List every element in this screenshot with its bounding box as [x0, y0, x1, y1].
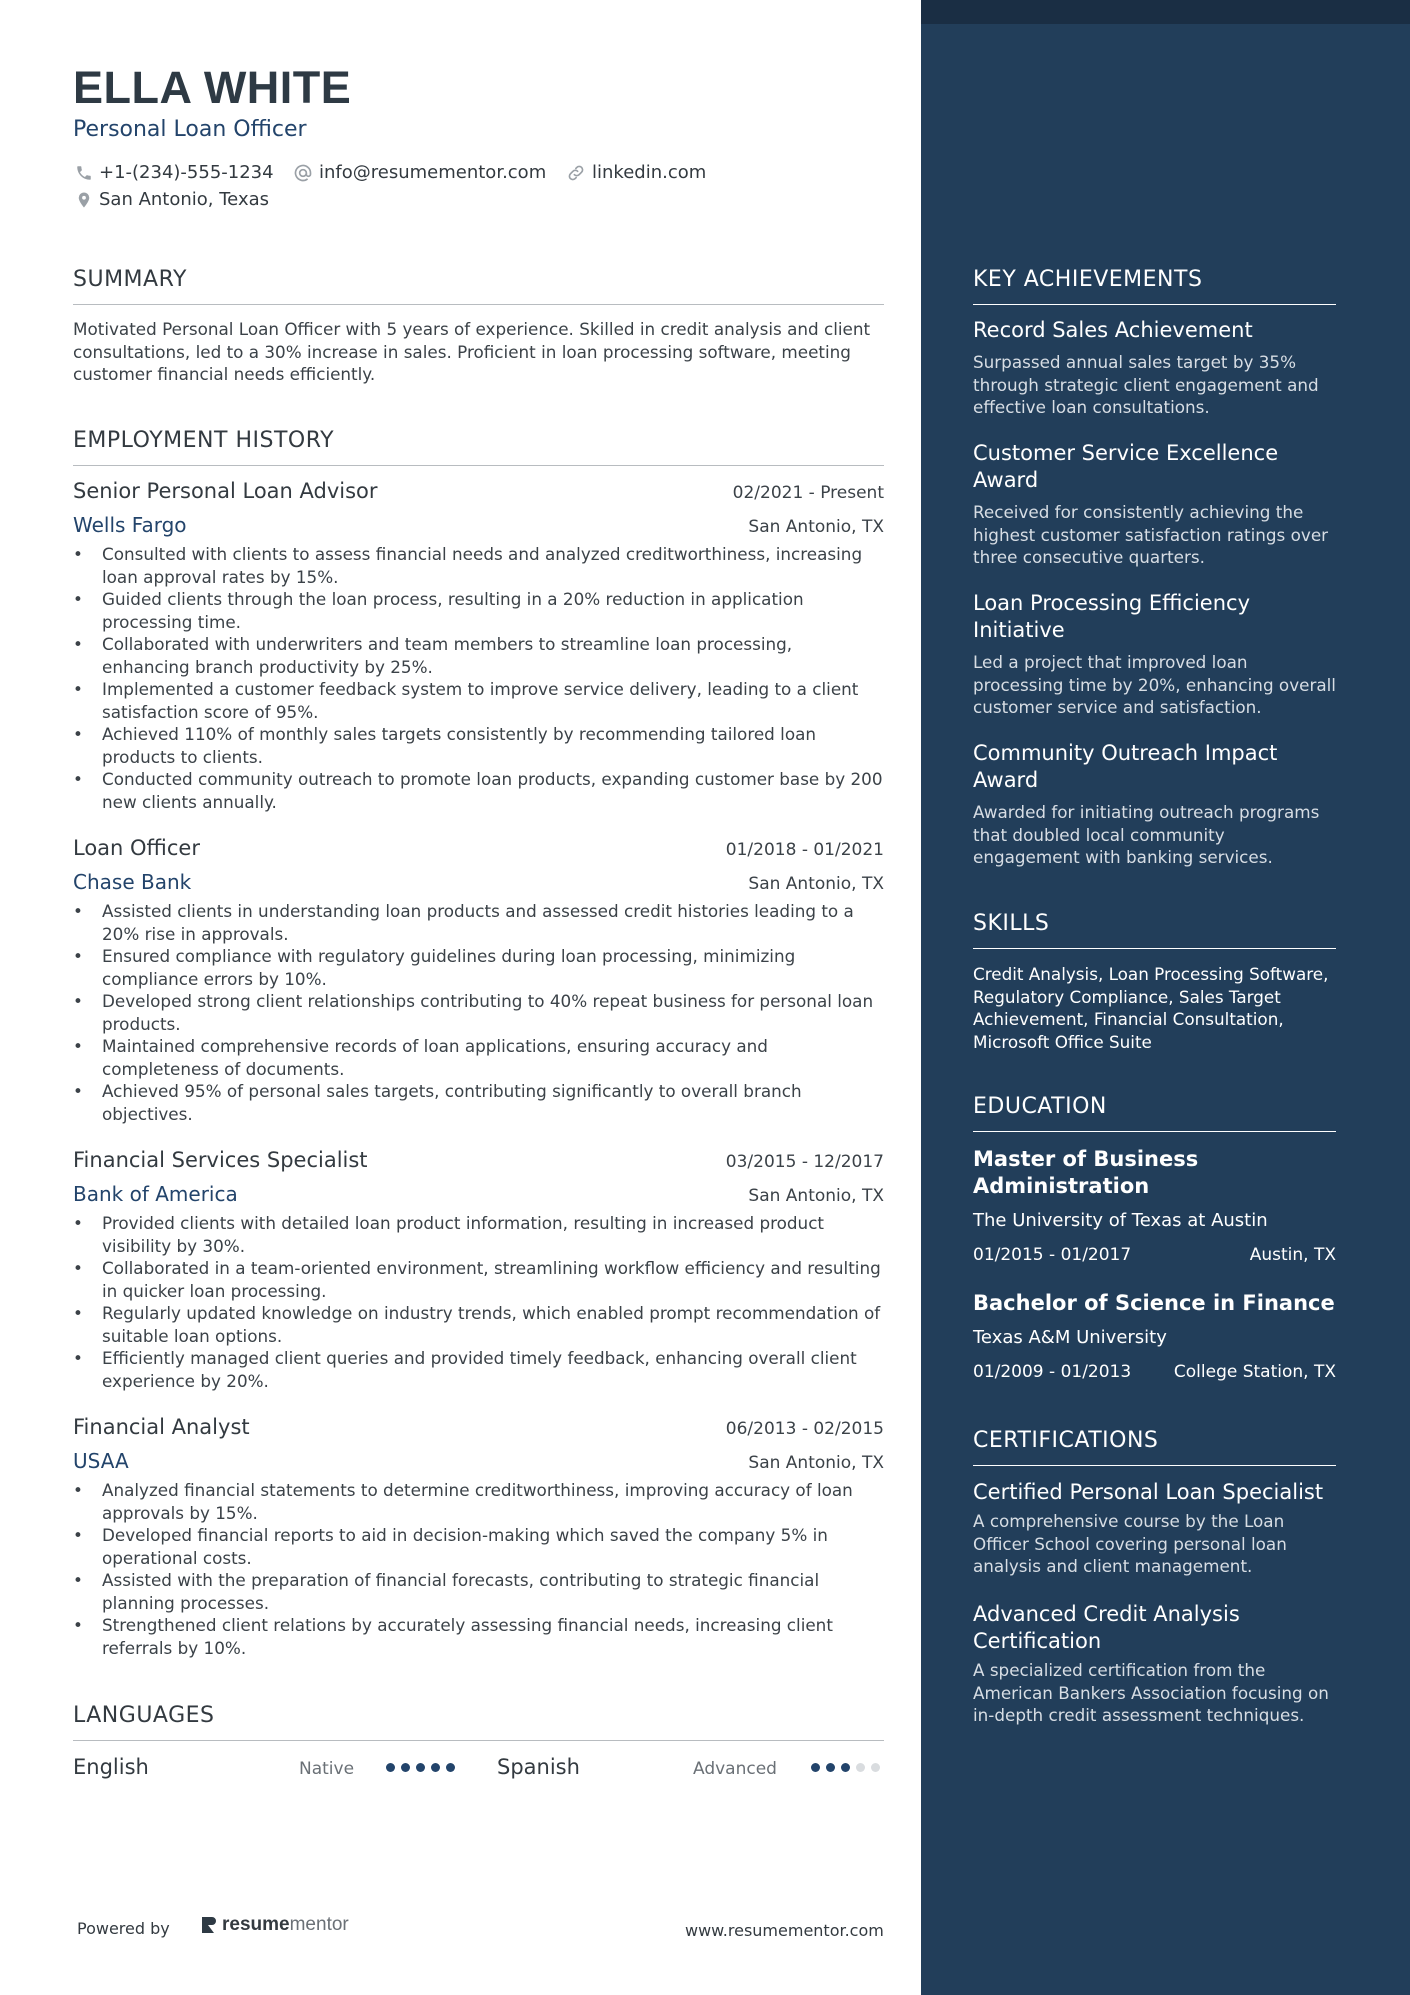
language-rating — [811, 1763, 880, 1772]
job-bullet: • Efficiently managed client queries and provided timely feedback, enhancing overall client experience by 20%. — [73, 1347, 884, 1392]
rating-dot-filled — [386, 1763, 395, 1772]
candidate-role: Personal Loan Officer — [73, 117, 307, 142]
job-bullet: • Ensured compliance with regulatory guidelines during loan processing, minimizing compliance errors by 10%. — [73, 945, 884, 990]
job-location: San Antonio, TX — [748, 1186, 884, 1206]
link-icon — [566, 163, 586, 183]
achievement-item — [973, 590, 1336, 719]
rating-dot-empty — [856, 1763, 865, 1772]
certification-desc: A comprehensive course by the Loan Officer School covering personal loan analysis and client management. — [973, 1511, 1287, 1576]
job-bullet: • Collaborated in a team-oriented environment, streamlining workflow efficiency and resulting in quicker loan processing. — [73, 1257, 884, 1302]
job-company: Bank of America — [73, 1182, 238, 1206]
languages-heading: LANGUAGES — [73, 1703, 884, 1741]
education-degree: Bachelor of Science in Finance — [973, 1291, 1335, 1315]
certification-title: Advanced Credit Analysis Certification — [973, 1602, 1240, 1653]
job-bullets — [73, 900, 884, 1125]
location-text: San Antonio, Texas — [99, 189, 269, 210]
summary-heading: SUMMARY — [73, 267, 884, 305]
education-heading: EDUCATION — [973, 1094, 1336, 1132]
skills-text: Credit Analysis, Loan Processing Software, Regulatory Compliance, Sales Target Achievement, Financial Consultation, Microsoft Office Suite — [973, 964, 1329, 1052]
phone-contact — [75, 162, 274, 183]
job-location: San Antonio, TX — [748, 874, 884, 894]
achievement-item — [973, 440, 1336, 569]
powered-by-label: Powered by — [77, 1919, 170, 1938]
language-name: English — [73, 1755, 149, 1779]
job-bullet: • Guided clients through the loan process, resulting in a 20% reduction in application processing time. — [73, 588, 884, 633]
phone-text: +1-(234)-555-1234 — [99, 162, 274, 183]
achievement-title: Record Sales Achievement — [973, 318, 1253, 342]
rating-dot-filled — [401, 1763, 410, 1772]
location-pin-icon — [75, 190, 93, 210]
email-text[interactable]: info@resumementor.com — [319, 162, 547, 183]
sidebar-top-band — [921, 0, 1410, 24]
achievement-desc: Awarded for initiating outreach programs that doubled local community engagement with banking services. — [973, 802, 1320, 867]
job-bullet: • Achieved 110% of monthly sales targets consistently by recommending tailored loan products to clients. — [73, 723, 884, 768]
skills-heading: SKILLS — [973, 911, 1336, 949]
education-dates: 01/2009 - 01/2013 — [973, 1362, 1132, 1382]
job-bullet: • Assisted clients in understanding loan products and assessed credit histories leading to a 20% rise in approvals. — [73, 900, 884, 945]
achievement-desc: Received for consistently achieving the highest customer satisfaction ratings over three consecutive quarters. — [973, 502, 1329, 567]
achievement-title: Customer Service Excellence Award — [973, 441, 1279, 492]
job-company: Wells Fargo — [73, 513, 187, 537]
linkedin-text[interactable]: linkedin.com — [592, 162, 707, 183]
education-school: The University of Texas at Austin — [973, 1210, 1268, 1231]
linkedin-contact[interactable] — [566, 162, 706, 183]
job-bullet: • Achieved 95% of personal sales targets, contributing significantly to overall branch objectives. — [73, 1080, 884, 1125]
job-bullets — [73, 1479, 884, 1659]
rating-dot-filled — [841, 1763, 850, 1772]
job-entry — [73, 1415, 884, 1659]
job-title: Financial Analyst — [73, 1415, 250, 1439]
achievement-item — [973, 317, 1336, 419]
certification-item — [973, 1479, 1336, 1578]
location-contact — [75, 189, 269, 210]
at-icon — [293, 163, 313, 183]
footer-url[interactable]: www.resumementor.com — [685, 1921, 884, 1940]
rating-dot-filled — [826, 1763, 835, 1772]
job-bullet: • Regularly updated knowledge on industry trends, which enabled prompt recommendation of suitable loan options. — [73, 1302, 884, 1347]
resumementor-logo-icon — [200, 1915, 218, 1935]
job-bullet: • Maintained comprehensive records of loan applications, ensuring accuracy and completeness of documents. — [73, 1035, 884, 1080]
job-dates: 02/2021 - Present — [732, 483, 884, 503]
certifications-heading: CERTIFICATIONS — [973, 1428, 1336, 1466]
candidate-name: ELLA WHITE — [73, 62, 352, 113]
employment-heading: EMPLOYMENT HISTORY — [73, 428, 884, 466]
education-dates: 01/2015 - 01/2017 — [973, 1245, 1132, 1265]
job-bullet: • Provided clients with detailed loan product information, resulting in increased product visibility by 30%. — [73, 1212, 884, 1257]
achievement-item — [973, 740, 1336, 869]
languages-row — [73, 1755, 884, 1785]
rating-dot-filled — [811, 1763, 820, 1772]
job-dates: 01/2018 - 01/2021 — [725, 840, 884, 860]
job-bullet: • Strengthened client relations by accurately assessing financial needs, increasing client referrals by 10%. — [73, 1614, 884, 1659]
job-location: San Antonio, TX — [748, 517, 884, 537]
rating-dot-filled — [446, 1763, 455, 1772]
job-entry — [73, 836, 884, 1125]
email-contact[interactable] — [293, 162, 546, 183]
certification-item — [973, 1601, 1336, 1727]
job-bullet: • Implemented a customer feedback system to improve service delivery, leading to a client satisfaction score of 95%. — [73, 678, 884, 723]
resumementor-logo[interactable] — [200, 1914, 349, 1936]
education-location: Austin, TX — [1249, 1245, 1336, 1265]
certification-title: Certified Personal Loan Specialist — [973, 1480, 1324, 1504]
logo-text-light: mentor — [289, 1914, 349, 1935]
job-title: Financial Services Specialist — [73, 1148, 368, 1172]
job-bullet: • Developed strong client relationships contributing to 40% repeat business for personal loan products. — [73, 990, 884, 1035]
education-degree: Master of Business Administration — [973, 1147, 1199, 1198]
language-rating — [386, 1763, 455, 1772]
rating-dot-empty — [871, 1763, 880, 1772]
achievement-title: Loan Processing Efficiency Initiative — [973, 591, 1250, 642]
job-company: USAA — [73, 1449, 129, 1473]
job-title: Senior Personal Loan Advisor — [73, 479, 378, 503]
achievement-desc: Surpassed annual sales target by 35% through strategic client engagement and effective loan consultations. — [973, 352, 1319, 417]
job-entry — [73, 479, 884, 813]
logo-text-bold: resume — [222, 1914, 290, 1935]
job-bullets — [73, 543, 884, 813]
summary-text: Motivated Personal Loan Officer with 5 years of experience. Skilled in credit analysis and client consultations, led to a 30% increase in sales. Proficient in loan processing software, meeting customer financial needs efficiently. — [73, 319, 871, 384]
job-bullet: • Assisted with the preparation of financial forecasts, contributing to strategic financial planning processes. — [73, 1569, 884, 1614]
job-bullet: • Conducted community outreach to promote loan products, expanding customer base by 200 new clients annually. — [73, 768, 884, 813]
phone-icon — [75, 164, 93, 182]
achievement-desc: Led a project that improved loan processing time by 20%, enhancing overall customer service and satisfaction. — [973, 652, 1336, 717]
job-location: San Antonio, TX — [748, 1453, 884, 1473]
job-dates: 03/2015 - 12/2017 — [725, 1152, 884, 1172]
education-school: Texas A&M University — [973, 1327, 1167, 1348]
job-bullet: • Analyzed financial statements to determine creditworthiness, improving accuracy of loan approvals by 15%. — [73, 1479, 884, 1524]
job-company: Chase Bank — [73, 870, 192, 894]
achievement-title: Community Outreach Impact Award — [973, 741, 1278, 792]
language-level: Native — [299, 1759, 355, 1779]
language-level: Advanced — [693, 1759, 777, 1779]
job-bullet: • Collaborated with underwriters and team members to streamline loan processing, enhancing branch productivity by 25%. — [73, 633, 884, 678]
achievements-heading: KEY ACHIEVEMENTS — [973, 267, 1336, 305]
job-title: Loan Officer — [73, 836, 200, 860]
job-dates: 06/2013 - 02/2015 — [725, 1419, 884, 1439]
rating-dot-filled — [431, 1763, 440, 1772]
job-bullet: • Developed financial reports to aid in decision-making which saved the company 5% in operational costs. — [73, 1524, 884, 1569]
education-location: College Station, TX — [1173, 1362, 1336, 1382]
education-item — [973, 1146, 1336, 1265]
job-entry — [73, 1148, 884, 1392]
language-name: Spanish — [497, 1755, 580, 1779]
education-item — [973, 1290, 1336, 1382]
job-bullets — [73, 1212, 884, 1392]
rating-dot-filled — [416, 1763, 425, 1772]
certification-desc: A specialized certification from the American Bankers Association focusing on in-depth credit assessment techniques. — [973, 1660, 1329, 1725]
job-bullet: • Consulted with clients to assess financial needs and analyzed creditworthiness, increasing loan approval rates by 15%. — [73, 543, 884, 588]
